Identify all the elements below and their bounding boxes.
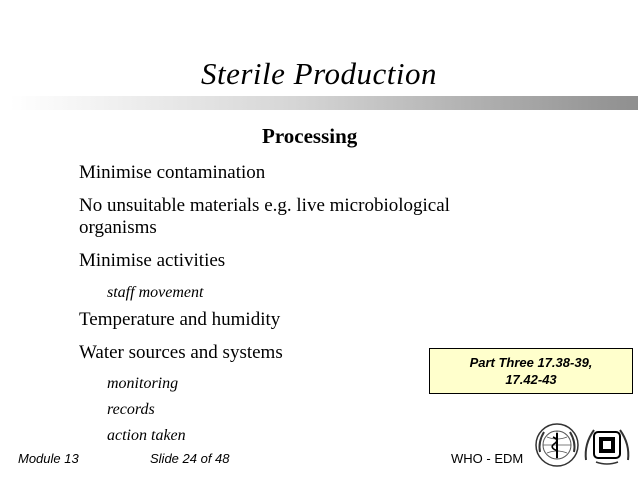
bullet-text: Water sources and systems <box>79 342 283 363</box>
bullet-text: Temperature and humidity <box>79 309 281 330</box>
edm-logo-icon <box>582 422 632 473</box>
sub-bullet-text: records <box>107 401 155 418</box>
bullet-item <box>79 250 225 272</box>
sub-bullet-item <box>107 374 178 394</box>
footer-slide-number: Slide 24 of 48 <box>150 451 230 466</box>
bullet-text-continuation: organisms <box>79 217 157 238</box>
footer-org: WHO - EDM <box>451 451 524 466</box>
bullet-item <box>79 162 265 184</box>
who-emblem-icon <box>534 422 580 473</box>
sub-bullet-item <box>107 283 203 303</box>
footer-module: Module 13 <box>18 451 79 466</box>
sub-bullet-text: monitoring <box>107 375 179 392</box>
bullet-item <box>79 309 280 331</box>
reference-line-2: 17.42-43 <box>505 372 557 387</box>
bullet-text: Minimise contamination <box>79 162 266 183</box>
bullet-item <box>79 342 283 364</box>
bullet-text: No unsuitable materials e.g. live microbiological <box>79 195 450 216</box>
reference-line-1: Part Three 17.38-39, <box>469 355 593 370</box>
sub-bullet-text: action taken <box>107 427 186 444</box>
sub-bullet-item <box>107 400 155 420</box>
slide-subtitle: Processing <box>262 124 358 148</box>
bullet-text: Minimise activities <box>79 250 226 271</box>
bullet-item <box>79 195 450 239</box>
title-underline-bar <box>10 96 638 110</box>
reference-box <box>429 348 633 394</box>
slide-title: Sterile Production <box>200 56 437 91</box>
sub-bullet-item <box>107 426 186 446</box>
sub-bullet-text: staff movement <box>107 284 204 301</box>
